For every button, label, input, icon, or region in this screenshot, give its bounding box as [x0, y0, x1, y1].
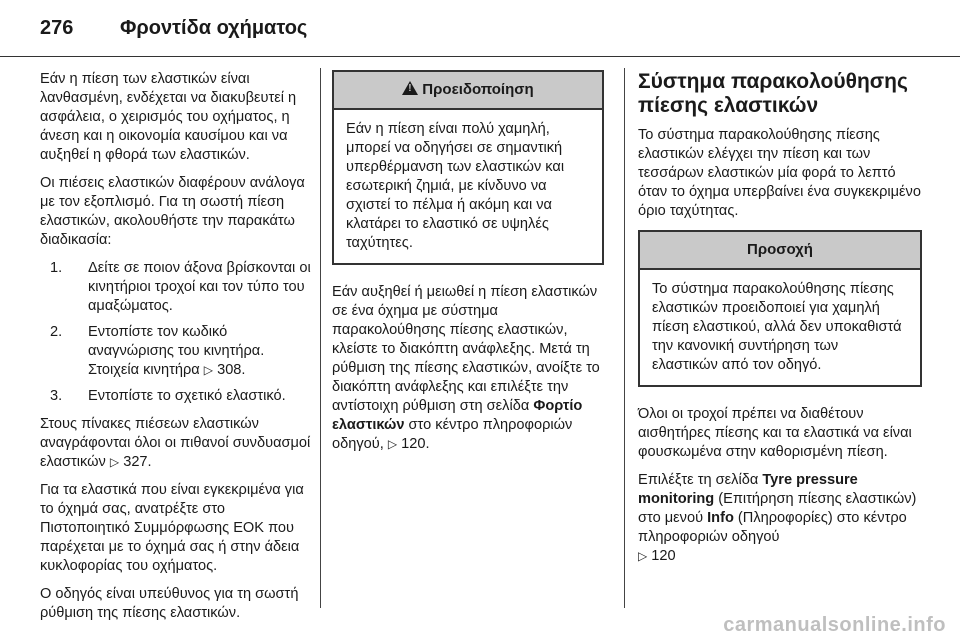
paragraph: Οι πιέσεις ελαστικών διαφέρουν ανάλογα με τον εξοπλισμό. Για τη σωστή πίεση ελαστικών, ακολουθήστε την παρακάτω διαδικασία: [40, 175, 305, 248]
section-title: Σύστημα παρακολούθησης πίεσης ελαστικών [638, 70, 908, 117]
triangle-right-icon: ▷ [387, 437, 398, 451]
page-reference[interactable]: 327. [123, 454, 152, 470]
procedure-list [40, 259, 312, 406]
column-right [638, 70, 922, 575]
warning-header [334, 72, 602, 110]
menu-name: Info [707, 510, 734, 526]
watermark: carmanualsonline.info [723, 614, 946, 636]
triangle-right-icon: ▷ [638, 549, 648, 563]
paragraph: Το σύστημα παρακολούθησης πίεσης ελαστικών ελέγχει την πίεση και των τεσσάρων ελαστικών μία φορά το λεπτό όταν το όχημα υπερβαίνει ένα συγκεκριμένο όριο ταχύτητας. [638, 127, 921, 219]
paragraph-text: στο κέντρο πληροφοριών οδηγού, [332, 417, 573, 452]
page-number: 276 [40, 17, 74, 39]
triangle-right-icon: ▷ [109, 455, 120, 469]
warning-triangle-icon [402, 81, 418, 95]
paragraph: Εάν η πίεση των ελαστικών είναι λανθασμένη, ενδέχεται να διακυβευτεί η ασφάλεια, ο χειρισμός του οχήματος, η άνεση και η οικονομία καυσίμου και να αυξηθεί η φθορά των ελαστικών. [40, 71, 297, 163]
warning-text: Εάν η πίεση είναι πολύ χαμηλή, μπορεί να οδηγήσει σε σημαντική υπερθέρμανση των ελαστικών και εσωτερική ζημιά, με κίνδυνο να σχιστεί το πέλμα ή ακόμη και να κλατάρει το ελαστικό σε υψηλές ταχύτητες. [346, 121, 565, 251]
paragraph-text: Στους πίνακες πιέσεων ελαστικών αναγράφονται όλοι οι πιθανοί συνδυασμοί ελαστικών [40, 416, 311, 470]
column-middle [332, 70, 604, 463]
list-item [40, 323, 312, 380]
warning-box [332, 70, 604, 265]
paragraph [40, 415, 312, 472]
step-text: Εντοπίστε το σχετικό ελαστικό. [88, 388, 286, 404]
paragraph [638, 471, 922, 566]
menu-page-name: Φορτίο ελαστικών [332, 398, 583, 433]
paragraph-text: Επιλέξτε τη σελίδα [638, 472, 759, 488]
paragraph-text: Εάν αυξηθεί ή μειωθεί η πίεση ελαστικών σε ένα όχημα με σύστημα παρακολούθησης πίεσης ελαστικών, κλείστε το διακόπτη ανάφλεξης. Μετά τη ρύθμιση της πίεσης ελαστικών, ανοίξτε το διακόπτη ανάφλεξης και επιλέξτε την αντίστοιχη ρύθμιση στη σελίδα [332, 284, 600, 414]
step-text: Εντοπίστε τον κωδικό αναγνώρισης του κινητήρα. Στοιχεία κινητήρα [88, 324, 265, 378]
page-reference[interactable]: 308. [217, 362, 246, 378]
page-reference[interactable]: 120. [401, 436, 430, 452]
step-number: 3. [50, 388, 63, 404]
step-text: Δείτε σε ποιον άξονα βρίσκονται οι κινητήριοι τροχοί και τον τύπο του αμαξώματος. [88, 260, 311, 314]
column-divider [624, 68, 625, 608]
paragraph: Ο οδηγός είναι υπεύθυνος για τη σωστή ρύθμιση της πίεσης ελαστικών. [40, 586, 299, 621]
paragraph-text: (Επιτήρηση πίεσης ελαστικών) στο μενού [638, 491, 917, 526]
caution-box [638, 230, 922, 387]
page-header [0, 0, 960, 60]
page-title: Φροντίδα οχήματος [120, 17, 308, 39]
column-left [40, 70, 312, 632]
paragraph [332, 283, 604, 454]
paragraph-text: (Πληροφορίες) στο κέντρο πληροφοριών οδηγού [638, 510, 907, 545]
caution-text: Το σύστημα παρακολούθησης πίεσης ελαστικών προειδοποιεί για χαμηλή πίεση ελαστικού, αλλά δεν υποκαθιστά την κανονική συντήρηση των ελαστικών από τον οδηγό. [652, 281, 902, 373]
step-number: 1. [50, 260, 63, 276]
list-item [40, 259, 312, 316]
warning-title: Προειδοποίηση [422, 81, 534, 98]
menu-page-name: Tyre pressure monitoring [638, 472, 858, 507]
header-divider [0, 56, 960, 57]
column-divider [320, 68, 321, 608]
triangle-right-icon: ▷ [203, 363, 214, 377]
paragraph: Όλοι οι τροχοί πρέπει να διαθέτουν αισθητήρες πίεσης και τα ελαστικά να είναι φουσκωμένα στην καθορισμένη πίεση. [638, 406, 912, 460]
caution-title: Προσοχή [640, 232, 920, 270]
step-number: 2. [50, 324, 63, 340]
list-item [40, 387, 312, 406]
page-reference[interactable]: 120 [651, 548, 676, 564]
paragraph: Για τα ελαστικά που είναι εγκεκριμένα για το όχημά σας, ανατρέξτε στο Πιστοποιητικό Συμμόρφωσης ΕΟΚ που παρέχεται με το όχημά σας ή στην άδεια κυκλοφορίας του οχήματος. [40, 482, 304, 574]
